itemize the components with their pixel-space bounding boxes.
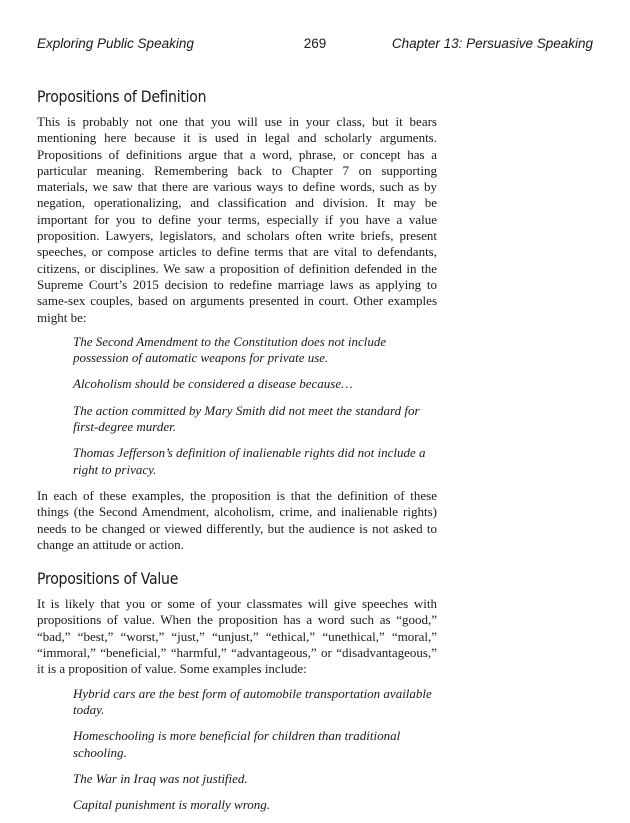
example-item: The War in Iraq was not justified. — [73, 770, 248, 786]
chapter-title: Chapter 13: Persuasive Speaking — [391, 36, 593, 51]
example-item: The action committed by Mary Smith did not meet the standard for first-degree murder. — [73, 402, 420, 435]
page-content — [37, 87, 437, 823]
section-heading-definition: Propositions of Definition — [37, 87, 207, 106]
example-item: Homeschooling is more beneficial for children than traditional schooling. — [73, 728, 401, 760]
example-item: Alcoholism should be considered a disease because… — [73, 376, 353, 392]
definition-intro-paragraph: This is probably not one that you will use in your class, but it bears mentioning here because it is used in legal and scholarly arguments. Propositions of definitions argue that a word, phrase, or concept has a particular meaning. Remembering back to Chapter 7 on supporting materials, we saw that there are various ways to define words, such as by negation, operationalizing, and classification and division. It may be important for you to define your terms, especially if you have a value proposition. Lawyers, legislators, and scholars often write briefs, present speeches, or compose articles to define terms that are vital to defendants, citizens, or disciplines. We saw a proposition of definition defended in the Supreme Court’s 2015 decision to redefine marriage laws as applying to same-sex couples, based on arguments presented in court. Other examples might be: — [37, 114, 437, 325]
value-intro-paragraph: It is likely that you or some of your classmates will give speeches with propositions of value. When the proposition has a word such as “good,” “bad,” “best,” “worst,” “just,” “unjust,” “ethical,” “unethical,” “moral,” “immoral,” “beneficial,” “harmful,” “advantageous,” or “disadvantageous,” it is a proposition of value. Some examples include: — [37, 596, 437, 677]
running-header — [37, 36, 593, 54]
example-item: Thomas Jefferson’s definition of inalienable rights did not include a right to privacy. — [73, 445, 426, 477]
definition-examples — [37, 334, 437, 478]
example-item: The Second Amendment to the Constitution does not include possession of automatic weapons for private use. — [73, 333, 387, 366]
page-number: 269 — [303, 36, 327, 51]
example-item: Capital punishment is morally wrong. — [73, 797, 271, 813]
definition-conclusion-paragraph: In each of these examples, the proposition is that the definition of these things (the Second Amendment, alcoholism, crime, and inalienable rights) needs to be changed or viewed differently, but the audience is not asked to change an attitude or action. — [37, 487, 437, 552]
book-title: Exploring Public Speaking — [37, 36, 194, 51]
example-item: Hybrid cars are the best form of automobile transportation available today. — [73, 685, 432, 717]
value-examples — [37, 686, 437, 814]
section-heading-value: Propositions of Value — [37, 569, 179, 589]
